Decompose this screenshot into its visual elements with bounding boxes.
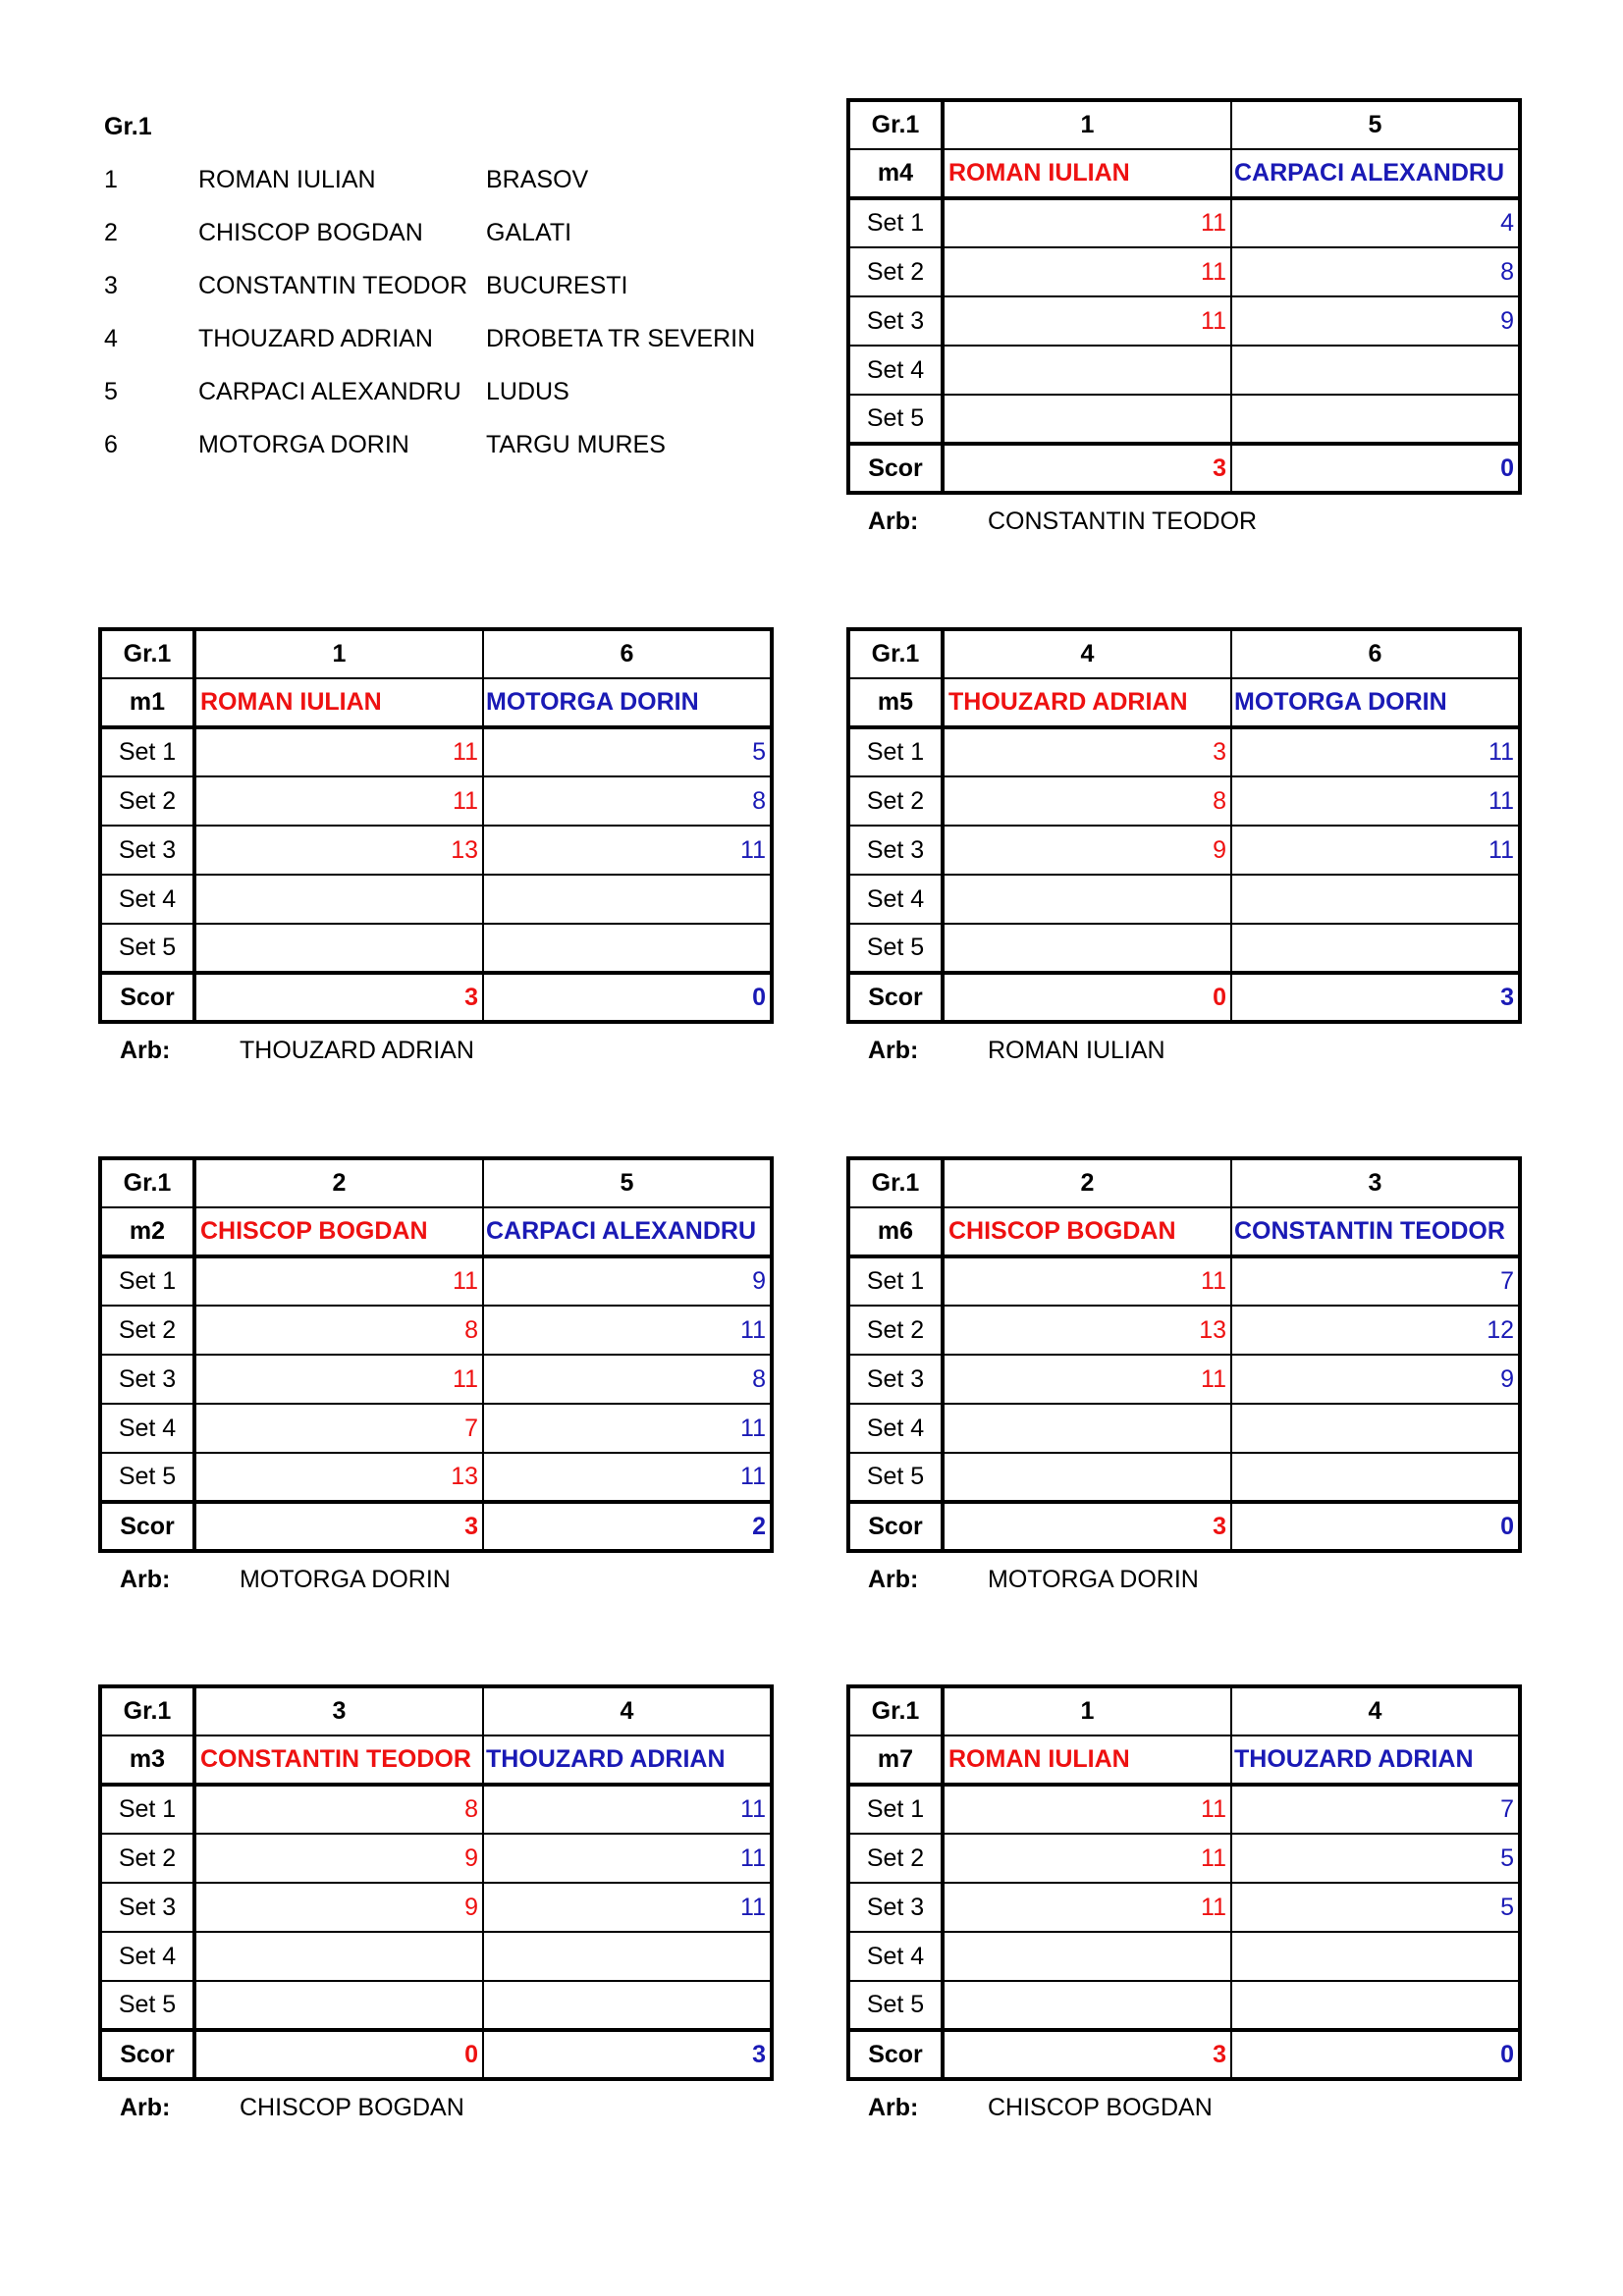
player-city: DROBETA TR SEVERIN [486, 325, 756, 352]
set-row [100, 776, 772, 826]
set-score-player-1: 11 [943, 1834, 1231, 1883]
set-row [848, 1932, 1520, 1981]
set-score-player-2 [483, 1981, 772, 2030]
set-score-player-2: 8 [483, 776, 772, 826]
set-row [848, 198, 1520, 247]
player-2-name: CONSTANTIN TEODOR [1231, 1207, 1520, 1256]
set-label: Set 2 [100, 1306, 194, 1355]
set-row [100, 1785, 772, 1834]
set-label: Set 3 [100, 826, 194, 875]
seed-2: 6 [1231, 629, 1520, 678]
total-score-row [100, 973, 772, 1022]
match-header-row [848, 629, 1520, 678]
match-header-row [100, 629, 772, 678]
set-score-player-2: 9 [1231, 1355, 1520, 1404]
set-row [848, 727, 1520, 776]
set-label: Set 3 [100, 1355, 194, 1404]
seed-1: 2 [943, 1158, 1231, 1207]
set-row [848, 346, 1520, 395]
set-label: Set 1 [100, 1785, 194, 1834]
players-row [100, 1735, 772, 1785]
set-row [848, 395, 1520, 444]
match-id: m6 [848, 1207, 943, 1256]
roster-title: Gr.1 [104, 113, 152, 140]
match-id: m3 [100, 1735, 194, 1785]
set-score-player-1: 11 [194, 1256, 483, 1306]
players-row [848, 1207, 1520, 1256]
set-row [848, 1883, 1520, 1932]
set-label: Set 4 [848, 1404, 943, 1453]
set-score-player-2: 11 [1231, 727, 1520, 776]
set-score-player-2 [1231, 875, 1520, 924]
set-score-player-2: 7 [1231, 1785, 1520, 1834]
group-roster [104, 100, 791, 471]
score-label: Scor [848, 2030, 943, 2079]
seed-2: 4 [483, 1686, 772, 1735]
set-row [848, 1785, 1520, 1834]
set-score-player-1: 7 [194, 1404, 483, 1453]
player-2-name: THOUZARD ADRIAN [1231, 1735, 1520, 1785]
set-score-player-1 [943, 1932, 1231, 1981]
match-card-m7 [846, 1684, 1518, 2134]
arbiter-line [846, 1553, 1518, 1606]
player-2-name: THOUZARD ADRIAN [483, 1735, 772, 1785]
arbiter-label: Arb: [868, 507, 919, 535]
match-header-row [848, 1158, 1520, 1207]
set-score-player-1: 11 [194, 776, 483, 826]
set-score-player-2: 11 [1231, 776, 1520, 826]
set-row [848, 1355, 1520, 1404]
set-label: Set 5 [848, 395, 943, 444]
arbiter-name: MOTORGA DORIN [240, 1566, 451, 1593]
set-score-player-1 [943, 1404, 1231, 1453]
player-1-name: CHISCOP BOGDAN [194, 1207, 483, 1256]
roster-row [104, 312, 791, 365]
set-label: Set 1 [100, 1256, 194, 1306]
total-score-player-1: 0 [943, 973, 1231, 1022]
set-label: Set 5 [100, 1453, 194, 1502]
set-row [848, 296, 1520, 346]
seed-1: 1 [943, 100, 1231, 149]
set-label: Set 3 [848, 826, 943, 875]
total-score-player-2: 3 [1231, 973, 1520, 1022]
total-score-player-2: 0 [1231, 2030, 1520, 2079]
player-number: 4 [104, 325, 118, 352]
total-score-player-2: 0 [483, 973, 772, 1022]
player-city: BUCURESTI [486, 272, 628, 299]
total-score-row [848, 2030, 1520, 2079]
set-score-player-1: 8 [943, 776, 1231, 826]
players-row [100, 1207, 772, 1256]
player-1-name: ROMAN IULIAN [943, 149, 1231, 198]
set-score-player-2: 5 [1231, 1883, 1520, 1932]
player-number: 1 [104, 166, 118, 193]
player-1-name: THOUZARD ADRIAN [943, 678, 1231, 727]
match-header-row [848, 100, 1520, 149]
roster-row [104, 418, 791, 471]
set-label: Set 3 [848, 296, 943, 346]
set-label: Set 2 [848, 776, 943, 826]
set-score-player-1 [943, 1453, 1231, 1502]
set-row [100, 875, 772, 924]
arbiter-line [846, 495, 1518, 548]
match-id: m4 [848, 149, 943, 198]
set-row [848, 1834, 1520, 1883]
players-row [848, 149, 1520, 198]
set-row [848, 924, 1520, 973]
set-score-player-2 [483, 924, 772, 973]
match-id: m1 [100, 678, 194, 727]
arbiter-line [98, 2081, 770, 2134]
set-label: Set 1 [100, 727, 194, 776]
set-label: Set 5 [848, 1453, 943, 1502]
set-score-player-1 [943, 346, 1231, 395]
score-label: Scor [100, 2030, 194, 2079]
set-row [100, 1883, 772, 1932]
player-2-name: CARPACI ALEXANDRU [1231, 149, 1520, 198]
set-score-player-1: 9 [194, 1883, 483, 1932]
set-label: Set 2 [100, 776, 194, 826]
roster-row [104, 365, 791, 418]
match-table [846, 98, 1522, 495]
set-label: Set 2 [848, 1834, 943, 1883]
set-score-player-2 [1231, 1981, 1520, 2030]
set-row [848, 826, 1520, 875]
set-row [848, 1306, 1520, 1355]
score-label: Scor [848, 444, 943, 493]
set-score-player-2 [1231, 1404, 1520, 1453]
match-table [846, 627, 1522, 1024]
score-label: Scor [848, 973, 943, 1022]
set-label: Set 5 [100, 924, 194, 973]
total-score-row [848, 444, 1520, 493]
player-number: 3 [104, 272, 118, 299]
set-row [100, 1306, 772, 1355]
set-label: Set 3 [848, 1355, 943, 1404]
set-score-player-1 [943, 875, 1231, 924]
set-label: Set 5 [100, 1981, 194, 2030]
player-1-name: CONSTANTIN TEODOR [194, 1735, 483, 1785]
set-score-player-1: 11 [943, 1355, 1231, 1404]
set-score-player-2: 7 [1231, 1256, 1520, 1306]
arbiter-label: Arb: [120, 1566, 171, 1593]
player-name: CARPACI ALEXANDRU [198, 378, 461, 405]
score-label: Scor [100, 973, 194, 1022]
set-row [100, 924, 772, 973]
roster-row [104, 259, 791, 312]
score-label: Scor [848, 1502, 943, 1551]
match-card-m6 [846, 1156, 1518, 1606]
set-score-player-1: 11 [943, 1785, 1231, 1834]
set-score-player-1: 13 [943, 1306, 1231, 1355]
total-score-row [848, 1502, 1520, 1551]
set-label: Set 3 [848, 1883, 943, 1932]
player-1-name: ROMAN IULIAN [194, 678, 483, 727]
seed-2: 4 [1231, 1686, 1520, 1735]
player-city: TARGU MURES [486, 431, 666, 458]
set-score-player-2: 11 [483, 1785, 772, 1834]
set-score-player-2: 11 [483, 1883, 772, 1932]
set-score-player-2: 4 [1231, 198, 1520, 247]
set-score-player-1: 9 [194, 1834, 483, 1883]
total-score-player-2: 3 [483, 2030, 772, 2079]
player-number: 2 [104, 219, 118, 246]
player-1-name: ROMAN IULIAN [943, 1735, 1231, 1785]
player-name: CHISCOP BOGDAN [198, 219, 423, 246]
match-id: m7 [848, 1735, 943, 1785]
total-score-player-1: 0 [194, 2030, 483, 2079]
set-row [100, 1453, 772, 1502]
seed-1: 1 [943, 1686, 1231, 1735]
seed-2: 5 [483, 1158, 772, 1207]
roster-row [104, 153, 791, 206]
match-table [846, 1156, 1522, 1553]
arbiter-line [846, 1024, 1518, 1077]
set-score-player-2: 8 [483, 1355, 772, 1404]
set-label: Set 2 [848, 247, 943, 296]
arbiter-name: ROMAN IULIAN [988, 1037, 1165, 1064]
set-score-player-2 [483, 1932, 772, 1981]
arbiter-label: Arb: [120, 1037, 171, 1064]
set-score-player-2: 9 [483, 1256, 772, 1306]
player-city: LUDUS [486, 378, 569, 405]
match-header-row [100, 1158, 772, 1207]
set-score-player-1: 8 [194, 1306, 483, 1355]
set-row [848, 1404, 1520, 1453]
set-label: Set 3 [100, 1883, 194, 1932]
player-number: 5 [104, 378, 118, 405]
total-score-player-1: 3 [194, 1502, 483, 1551]
match-table [98, 627, 774, 1024]
set-label: Set 4 [100, 1404, 194, 1453]
set-score-player-1: 11 [943, 1256, 1231, 1306]
arbiter-line [98, 1024, 770, 1077]
set-score-player-1: 11 [943, 198, 1231, 247]
match-card-m3 [98, 1684, 770, 2134]
seed-1: 3 [194, 1686, 483, 1735]
set-score-player-1: 11 [194, 727, 483, 776]
set-row [100, 1355, 772, 1404]
set-score-player-2: 5 [483, 727, 772, 776]
arbiter-label: Arb: [868, 2094, 919, 2121]
arbiter-label: Arb: [868, 1566, 919, 1593]
players-row [848, 1735, 1520, 1785]
set-score-player-1: 13 [194, 826, 483, 875]
total-score-player-1: 3 [194, 973, 483, 1022]
arbiter-line [846, 2081, 1518, 2134]
set-score-player-2 [1231, 395, 1520, 444]
match-header-row [848, 1686, 1520, 1735]
player-city: BRASOV [486, 166, 589, 193]
match-table [98, 1684, 774, 2081]
arbiter-label: Arb: [120, 2094, 171, 2121]
set-score-player-1 [194, 1981, 483, 2030]
set-score-player-2 [1231, 1932, 1520, 1981]
total-score-row [100, 2030, 772, 2079]
match-card-m5 [846, 627, 1518, 1077]
set-label: Set 4 [848, 346, 943, 395]
seed-2: 6 [483, 629, 772, 678]
set-score-player-1: 11 [943, 247, 1231, 296]
group-label: Gr.1 [848, 100, 943, 149]
set-row [848, 875, 1520, 924]
match-card-m1 [98, 627, 770, 1077]
set-row [100, 826, 772, 875]
set-label: Set 2 [848, 1306, 943, 1355]
set-score-player-1 [943, 1981, 1231, 2030]
set-score-player-2: 11 [483, 1404, 772, 1453]
set-score-player-2 [483, 875, 772, 924]
set-score-player-2 [1231, 924, 1520, 973]
set-score-player-2 [1231, 346, 1520, 395]
match-card-m4 [846, 98, 1518, 548]
seed-1: 4 [943, 629, 1231, 678]
player-city: GALATI [486, 219, 572, 246]
set-label: Set 1 [848, 1256, 943, 1306]
set-label: Set 4 [848, 875, 943, 924]
set-label: Set 1 [848, 1785, 943, 1834]
total-score-player-1: 3 [943, 1502, 1231, 1551]
set-score-player-2: 12 [1231, 1306, 1520, 1355]
arbiter-name: THOUZARD ADRIAN [240, 1037, 474, 1064]
set-row [100, 1834, 772, 1883]
set-score-player-1 [194, 1932, 483, 1981]
match-table [846, 1684, 1522, 2081]
player-1-name: CHISCOP BOGDAN [943, 1207, 1231, 1256]
match-id: m2 [100, 1207, 194, 1256]
total-score-row [100, 1502, 772, 1551]
arbiter-name: MOTORGA DORIN [988, 1566, 1199, 1593]
group-label: Gr.1 [848, 629, 943, 678]
player-2-name: MOTORGA DORIN [1231, 678, 1520, 727]
set-label: Set 5 [848, 1981, 943, 2030]
set-row [100, 1404, 772, 1453]
set-score-player-1: 11 [194, 1355, 483, 1404]
set-label: Set 4 [100, 875, 194, 924]
set-label: Set 5 [848, 924, 943, 973]
arbiter-line [98, 1553, 770, 1606]
set-score-player-2: 11 [483, 826, 772, 875]
player-2-name: MOTORGA DORIN [483, 678, 772, 727]
match-table [98, 1156, 774, 1553]
set-label: Set 1 [848, 198, 943, 247]
arbiter-name: CONSTANTIN TEODOR [988, 507, 1258, 535]
match-header-row [100, 1686, 772, 1735]
score-label: Scor [100, 1502, 194, 1551]
group-label: Gr.1 [100, 1686, 194, 1735]
match-card-m2 [98, 1156, 770, 1606]
set-score-player-2: 11 [483, 1453, 772, 1502]
set-row [100, 1932, 772, 1981]
set-score-player-1: 8 [194, 1785, 483, 1834]
player-name: MOTORGA DORIN [198, 431, 409, 458]
set-row [848, 247, 1520, 296]
set-score-player-1 [943, 395, 1231, 444]
set-row [848, 1453, 1520, 1502]
group-label: Gr.1 [100, 629, 194, 678]
seed-1: 1 [194, 629, 483, 678]
arbiter-label: Arb: [868, 1037, 919, 1064]
player-name: CONSTANTIN TEODOR [198, 272, 468, 299]
set-score-player-1: 9 [943, 826, 1231, 875]
total-score-player-2: 0 [1231, 444, 1520, 493]
set-row [848, 1256, 1520, 1306]
set-row [848, 1981, 1520, 2030]
seed-2: 5 [1231, 100, 1520, 149]
arbiter-name: CHISCOP BOGDAN [240, 2094, 464, 2121]
set-score-player-2: 11 [483, 1306, 772, 1355]
set-score-player-2: 11 [483, 1834, 772, 1883]
player-number: 6 [104, 431, 118, 458]
set-score-player-1: 11 [943, 296, 1231, 346]
set-score-player-2: 11 [1231, 826, 1520, 875]
player-2-name: CARPACI ALEXANDRU [483, 1207, 772, 1256]
set-label: Set 4 [100, 1932, 194, 1981]
total-score-row [848, 973, 1520, 1022]
set-label: Set 4 [848, 1932, 943, 1981]
arbiter-name: CHISCOP BOGDAN [988, 2094, 1213, 2121]
set-label: Set 2 [100, 1834, 194, 1883]
set-label: Set 1 [848, 727, 943, 776]
set-score-player-2: 5 [1231, 1834, 1520, 1883]
match-id: m5 [848, 678, 943, 727]
players-row [100, 678, 772, 727]
roster-row [104, 206, 791, 259]
set-score-player-2: 9 [1231, 296, 1520, 346]
total-score-player-1: 3 [943, 2030, 1231, 2079]
players-row [848, 678, 1520, 727]
total-score-player-2: 2 [483, 1502, 772, 1551]
total-score-player-1: 3 [943, 444, 1231, 493]
player-name: ROMAN IULIAN [198, 166, 376, 193]
set-score-player-1 [194, 875, 483, 924]
seed-2: 3 [1231, 1158, 1520, 1207]
seed-1: 2 [194, 1158, 483, 1207]
group-label: Gr.1 [848, 1686, 943, 1735]
set-row [100, 1981, 772, 2030]
set-row [100, 727, 772, 776]
set-score-player-1: 3 [943, 727, 1231, 776]
set-score-player-1: 11 [943, 1883, 1231, 1932]
set-row [848, 776, 1520, 826]
total-score-player-2: 0 [1231, 1502, 1520, 1551]
player-name: THOUZARD ADRIAN [198, 325, 433, 352]
set-row [100, 1256, 772, 1306]
set-score-player-2 [1231, 1453, 1520, 1502]
set-score-player-1: 13 [194, 1453, 483, 1502]
group-label: Gr.1 [100, 1158, 194, 1207]
set-score-player-1 [194, 924, 483, 973]
group-label: Gr.1 [848, 1158, 943, 1207]
set-score-player-2: 8 [1231, 247, 1520, 296]
set-score-player-1 [943, 924, 1231, 973]
